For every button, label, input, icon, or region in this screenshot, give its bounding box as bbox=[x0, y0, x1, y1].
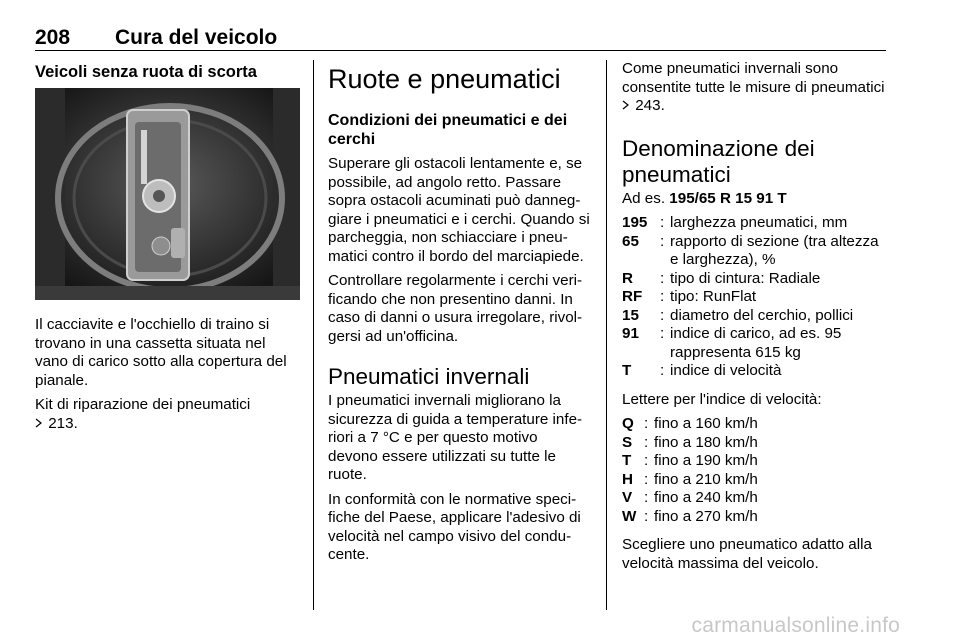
watermark: carmanualsonline.info bbox=[691, 614, 900, 637]
example-line: Ad es. 195/65 R 15 91 T bbox=[622, 189, 787, 207]
arrow-icon bbox=[622, 100, 629, 110]
column-divider bbox=[313, 60, 314, 610]
list-item: R : tipo di cintura: Radiale bbox=[622, 269, 821, 287]
section-heading: Veicoli senza ruota di scorta bbox=[35, 63, 257, 81]
page-ref-link[interactable]: 213. bbox=[48, 414, 78, 432]
list-item: V : fino a 240 km/h bbox=[622, 489, 758, 506]
paragraph: Lettere per l'indice di velocità: bbox=[622, 390, 822, 408]
page-ref-link[interactable]: 243. bbox=[635, 97, 665, 114]
chapter-title: Cura del veicolo bbox=[115, 26, 278, 49]
paragraph: Kit di riparazione dei pneumatici 213. bbox=[35, 396, 251, 432]
list-item: W : fino a 270 km/h bbox=[622, 507, 758, 525]
list-item: S : fino a 180 km/h bbox=[622, 433, 758, 451]
paragraph: Come pneumatici invernali sono consentite tutte le misure di pneumatici 243. bbox=[622, 60, 885, 114]
paragraph: Superare gli ostacoli lentamente e, se possibile, ad angolo retto. Passare sopra ostacoli acuminati può danneggiare i pneumatici e i cerchi. Quando si parcheggia, non schiacciare i pneumatici contro il bordo del marciapiede. bbox=[328, 155, 590, 265]
list-item: 91 : indice di carico, ad es. 95 rappresenta 615 kg bbox=[622, 325, 842, 361]
list-item: 65 : rapporto di sezione (tra altezza e larghezza), % bbox=[622, 232, 879, 268]
paragraph: In conformità con le normative specifiche del Paese, applicare l'adesivo di velocità nel campo visivo del conducente. bbox=[328, 490, 581, 563]
list-item: H : fino a 210 km/h bbox=[622, 470, 758, 488]
subsection-heading: Condizioni dei pneumatici e dei cerchi bbox=[328, 112, 568, 148]
paragraph: I pneumatici invernali migliorano la sicurezza di guida a temperature inferiori a 7 °C e per questo motivo devono essere utilizzati su tutte le ruote. bbox=[328, 392, 583, 483]
section-heading: Denominazione dei pneumatici bbox=[622, 135, 815, 187]
arrow-icon bbox=[35, 418, 42, 428]
page-header bbox=[35, 20, 886, 51]
column-3 bbox=[622, 60, 886, 579]
column-divider bbox=[606, 60, 607, 610]
list-item: RF : tipo: RunFlat bbox=[622, 288, 757, 305]
list-item: Q : fino a 160 km/h bbox=[622, 415, 758, 432]
chapter-heading: Ruote e pneumatici bbox=[328, 64, 561, 94]
list-item: T : fino a 190 km/h bbox=[622, 452, 758, 469]
speed-index-list bbox=[622, 415, 886, 526]
paragraph: Controllare regolarmente i cerchi verificando che non presentino danni. In caso di danni o usura irregolare, rivolgersi ad un'officina. bbox=[328, 272, 583, 345]
paragraph: Il cacciavite e l'occhiello di traino si trovano in una cassetta situata nel vano di carico sotto alla copertura del pianale. bbox=[35, 316, 287, 389]
designation-list bbox=[622, 214, 886, 381]
list-item: T : indice di velocità bbox=[622, 362, 782, 379]
list-item: 15 : diametro del cerchio, pollici bbox=[622, 306, 854, 324]
column-2 bbox=[328, 60, 590, 571]
section-heading: Pneumatici invernali bbox=[328, 364, 530, 389]
list-item: 195 : larghezza pneumatici, mm bbox=[622, 214, 848, 231]
paragraph: Scegliere uno pneumatico adatto alla velocità massima del veicolo. bbox=[622, 536, 872, 572]
page-number: 208 bbox=[35, 26, 71, 49]
column-1 bbox=[35, 60, 300, 439]
spare-well-photo bbox=[35, 88, 300, 300]
